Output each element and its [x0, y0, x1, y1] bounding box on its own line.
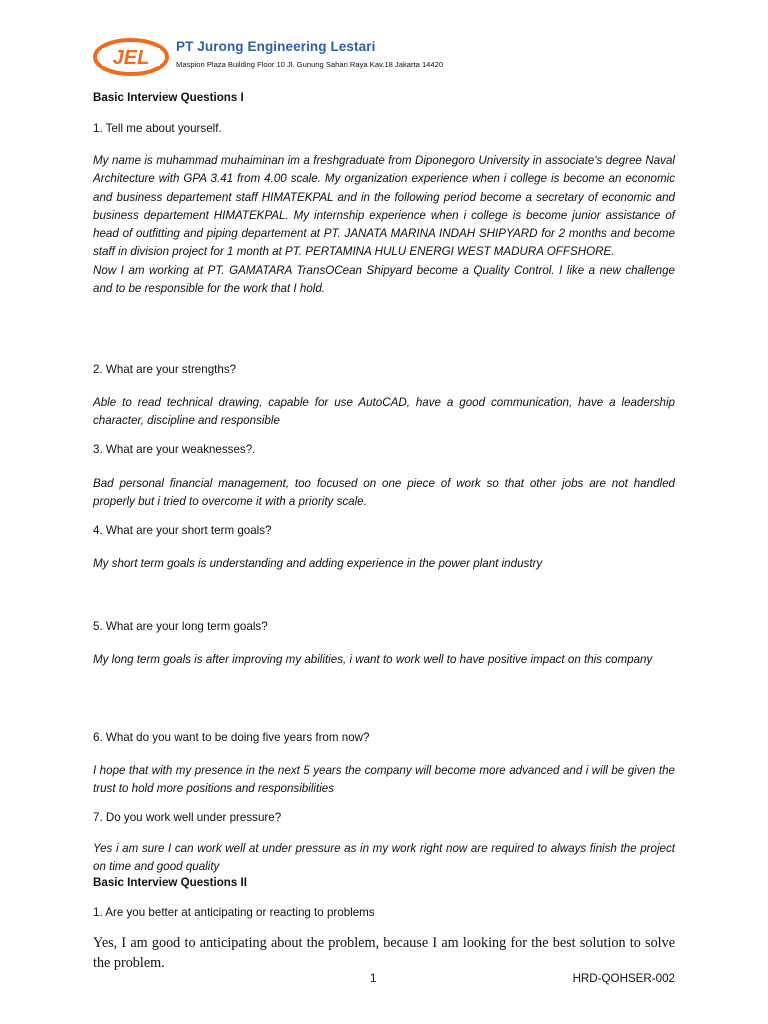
jel-logo — [92, 36, 170, 78]
question-1-4: 4. What are your short term goals? — [93, 524, 272, 537]
question-1-1: 1. Tell me about yourself. — [93, 122, 222, 135]
answer-1-6 — [93, 762, 675, 799]
question-1-2: 2. What are your strengths? — [93, 363, 237, 376]
answer-2-1 — [93, 933, 675, 973]
answer-paragraph: I hope that with my presence in the next 5 years the company will become more advanced and i will be given the trust to hold more positions and responsibilities — [93, 764, 675, 796]
question-1-7: 7. Do you work well under pressure? — [93, 811, 282, 824]
answer-paragraph: Yes i am sure I can work well at under pressure as in my work right now are required to always finish the project on time and good quality — [93, 842, 675, 874]
question-1-3: 3. What are your weaknesses?. — [93, 443, 256, 456]
answer-paragraph: My name is muhammad muhaiminan im a freshgraduate from Diponegoro University in associate's degree Naval Architecture with GPA 3.41 from 4.00 scale. My organization experience when i college is become an economic and business departement staff HIMATEKPAL and in the following period become a secretary of economic and business departement HIMATEKPAL. My internship experience when i college is become junior assistance of head of outfitting and piping departement at PT. JANATA MARINA INDAH SHIPYARD for 2 months and become staff in division project for 1 month at PT. PERTAMINA HULU ENERGI WEST MADURA OFFSHORE. — [93, 154, 675, 259]
letterhead — [92, 36, 692, 80]
company-name: PT Jurong Engineering Lestari — [176, 39, 376, 54]
document-code: HRD-QOHSER-002 — [572, 972, 675, 985]
answer-1-2 — [93, 394, 675, 431]
company-address: Maspion Plaza Building Floor 10 Jl. Gunung Sahari Raya Kav.18 Jakarta 14420 — [176, 60, 444, 69]
answer-paragraph: Bad personal financial management, too focused on one piece of work so that other jobs are not handled properly but i tried to overcome it with a priority scale. — [93, 477, 675, 509]
section-1-title: Basic Interview Questions I — [93, 91, 244, 104]
answer-1-3 — [93, 475, 675, 512]
answer-paragraph: My short term goals is understanding and adding experience in the power plant industry — [93, 557, 543, 570]
answer-paragraph: My long term goals is after improving my abilities, i want to work well to have positive impact on this company — [93, 653, 653, 666]
page-number: 1 — [370, 972, 377, 985]
answer-1-7 — [93, 840, 675, 877]
section-2-title: Basic Interview Questions II — [93, 876, 247, 889]
answer-1-4 — [93, 555, 675, 573]
answer-paragraph: Able to read technical drawing, capable for use AutoCAD, have a good communication, have a leadership character, discipline and responsible — [93, 396, 675, 428]
answer-paragraph: Yes, I am good to anticipating about the problem, because I am looking for the best solution to solve the problem. — [93, 935, 675, 971]
question-1-5: 5. What are your long term goals? — [93, 620, 268, 633]
logo-text: JEL — [112, 47, 150, 69]
question-2-1: 1. Are you better at anticipating or reacting to problems — [93, 906, 375, 919]
answer-1-5 — [93, 651, 675, 669]
question-1-6: 6. What do you want to be doing five years from now? — [93, 731, 370, 744]
answer-1-1 — [93, 152, 675, 298]
answer-paragraph: Now I am working at PT. GAMATARA TransOCean Shipyard become a Quality Control. I like a new challenge and to be responsible for the work that I hold. — [93, 263, 675, 296]
